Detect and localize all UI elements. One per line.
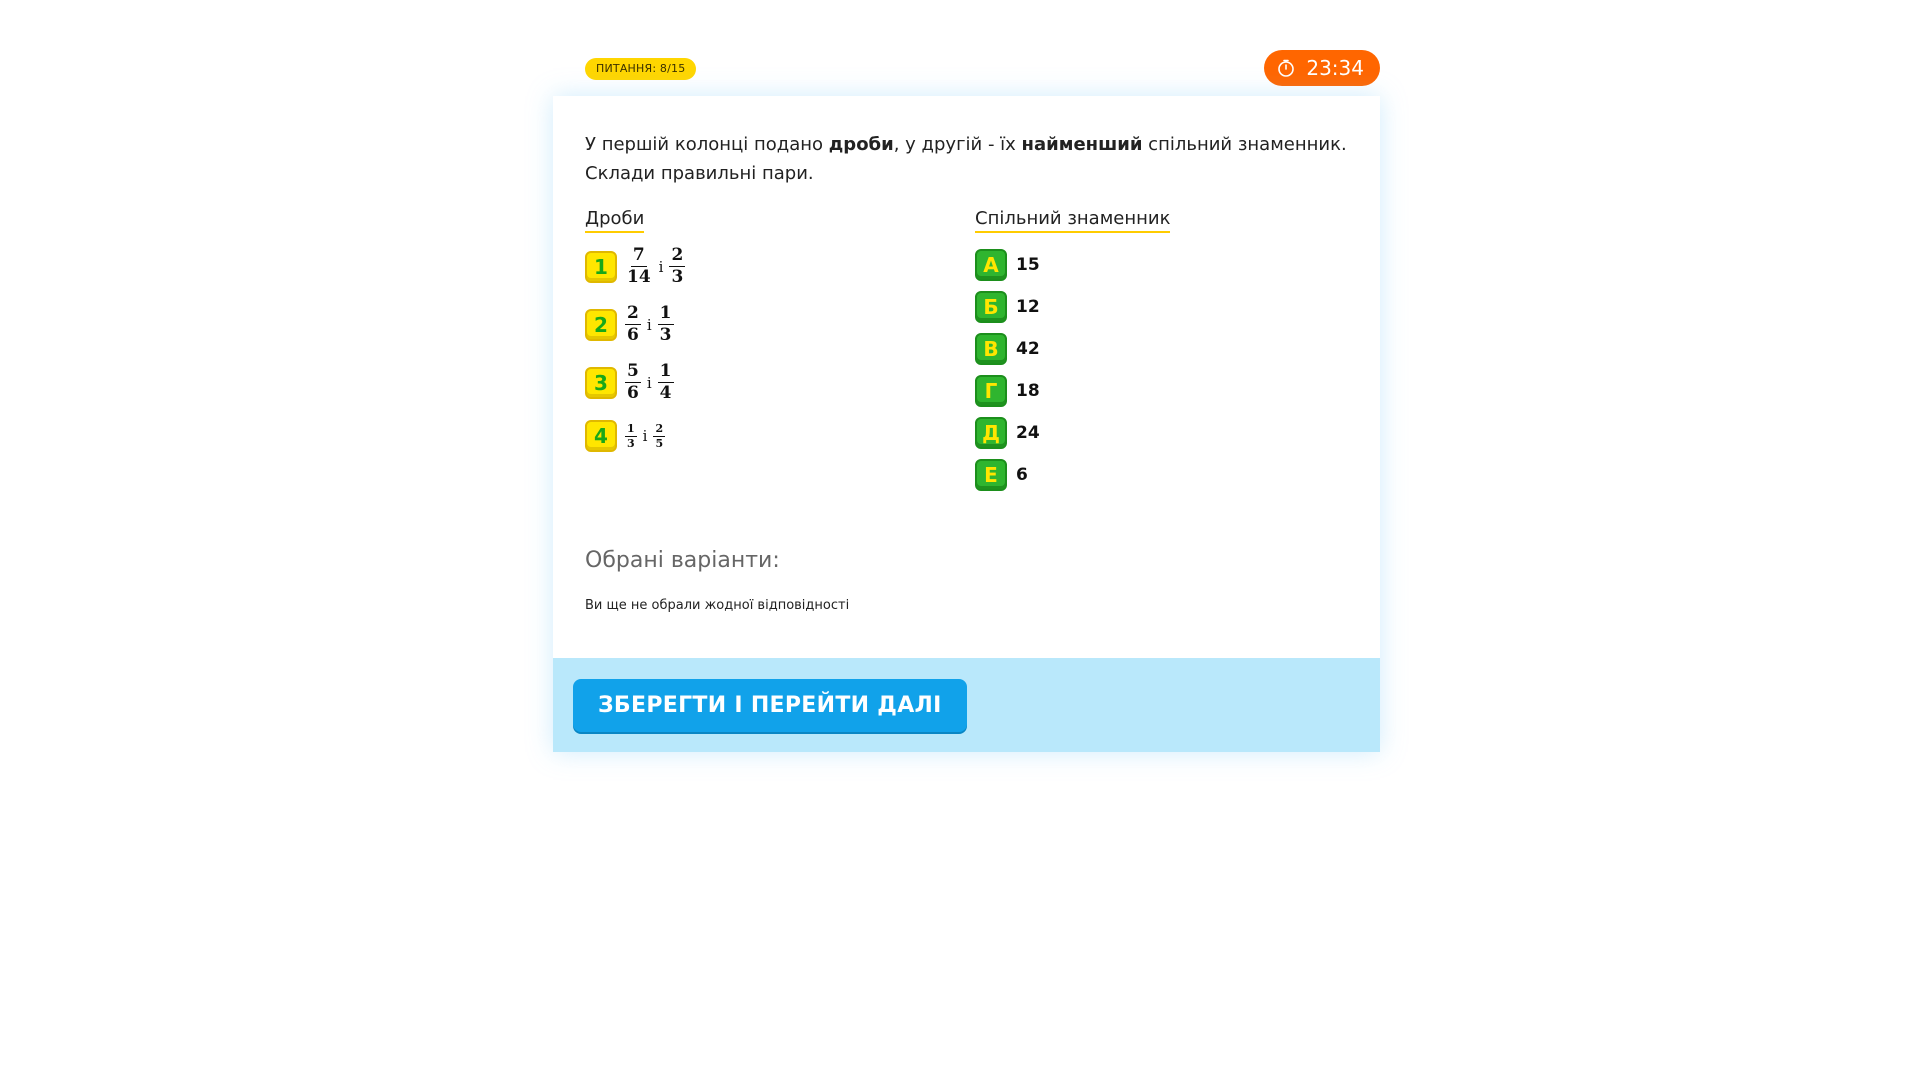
option-value: 12: [1016, 297, 1040, 317]
save-and-next-button[interactable]: ЗБЕРЕГТИ І ПЕРЕЙТИ ДАЛІ: [573, 679, 967, 732]
question-part-1: У першій колонці подано: [585, 134, 829, 155]
chosen-options-title: Обрані варіанти:: [585, 548, 780, 573]
conjunction: і: [642, 427, 648, 445]
question-counter-badge: ПИТАННЯ: 8/15: [585, 58, 696, 80]
fraction-expression: [625, 246, 685, 287]
numerator: 7: [632, 245, 645, 265]
right-column-title: Спільний знаменник: [975, 208, 1170, 233]
denominator-option-d[interactable]: [975, 417, 1040, 449]
option-value: 18: [1016, 381, 1040, 401]
fraction-item-1[interactable]: [585, 246, 685, 287]
conjunction: і: [646, 373, 652, 392]
option-key-chip[interactable]: Б: [975, 291, 1007, 323]
fraction-item-2[interactable]: [585, 304, 674, 345]
denominator-option-g[interactable]: [975, 375, 1040, 407]
fraction-b: [669, 246, 685, 287]
question-card: [553, 96, 1380, 752]
question-part-2: , у другій - їх: [893, 134, 1022, 155]
fraction-expression: [625, 423, 665, 450]
fraction-a: [625, 362, 641, 403]
denominator: 14: [627, 267, 651, 287]
question-text: [585, 130, 1355, 188]
denominator-option-e[interactable]: [975, 459, 1028, 491]
fraction-item-3[interactable]: [585, 362, 674, 403]
question-bold-fractions: дроби: [828, 134, 894, 155]
numerator: 1: [659, 303, 672, 323]
fraction-key-chip[interactable]: 3: [585, 367, 617, 399]
fraction-a: [625, 246, 653, 287]
fraction-item-4[interactable]: [585, 420, 665, 452]
denominator: 5: [655, 436, 664, 450]
top-bar: [553, 50, 1380, 88]
fraction-b: [653, 423, 665, 450]
denominator-option-b[interactable]: [975, 291, 1040, 323]
question-bold-smallest: найменший: [1021, 134, 1143, 155]
option-value: 15: [1016, 255, 1040, 275]
conjunction: і: [646, 315, 652, 334]
option-value: 24: [1016, 423, 1040, 443]
option-value: 42: [1016, 339, 1040, 359]
numerator: 2: [655, 421, 664, 435]
denominator-option-v[interactable]: [975, 333, 1040, 365]
fraction-expression: [625, 304, 674, 345]
numerator: 5: [627, 361, 639, 381]
option-key-chip[interactable]: В: [975, 333, 1007, 365]
stopwatch-icon: [1276, 58, 1296, 78]
numerator: 1: [627, 421, 635, 435]
denominator: 6: [627, 325, 639, 345]
fraction-key-chip[interactable]: 2: [585, 309, 617, 341]
numerator: 2: [671, 245, 684, 265]
fraction-key-chip[interactable]: 4: [585, 420, 617, 452]
question-part-3: спільний знаменник. Склади правильні пари.: [585, 134, 1347, 184]
fraction-expression: [625, 362, 674, 403]
denominator: 3: [659, 325, 672, 345]
denominator: 6: [627, 383, 639, 403]
option-key-chip[interactable]: А: [975, 249, 1007, 281]
fraction-a: [625, 304, 641, 345]
numerator: 1: [659, 361, 672, 381]
fraction-a: [625, 423, 637, 450]
option-value: 6: [1016, 465, 1028, 485]
left-column-title: Дроби: [585, 208, 644, 233]
numerator: 2: [627, 303, 639, 323]
option-key-chip[interactable]: Г: [975, 375, 1007, 407]
conjunction: і: [658, 257, 664, 276]
fraction-key-chip[interactable]: 1: [585, 251, 617, 283]
fraction-b: [658, 304, 674, 345]
chosen-options-empty-text: Ви ще не обрали жодної відповідності: [585, 598, 850, 613]
timer-value: 23:34: [1306, 56, 1364, 80]
card-footer: [553, 658, 1380, 752]
option-key-chip[interactable]: Е: [975, 459, 1007, 491]
timer-badge: [1264, 50, 1380, 86]
denominator: 4: [659, 383, 672, 403]
fraction-b: [658, 362, 674, 403]
denominator-option-a[interactable]: [975, 249, 1040, 281]
option-key-chip[interactable]: Д: [975, 417, 1007, 449]
denominator: 3: [627, 436, 635, 450]
denominator: 3: [671, 267, 684, 287]
